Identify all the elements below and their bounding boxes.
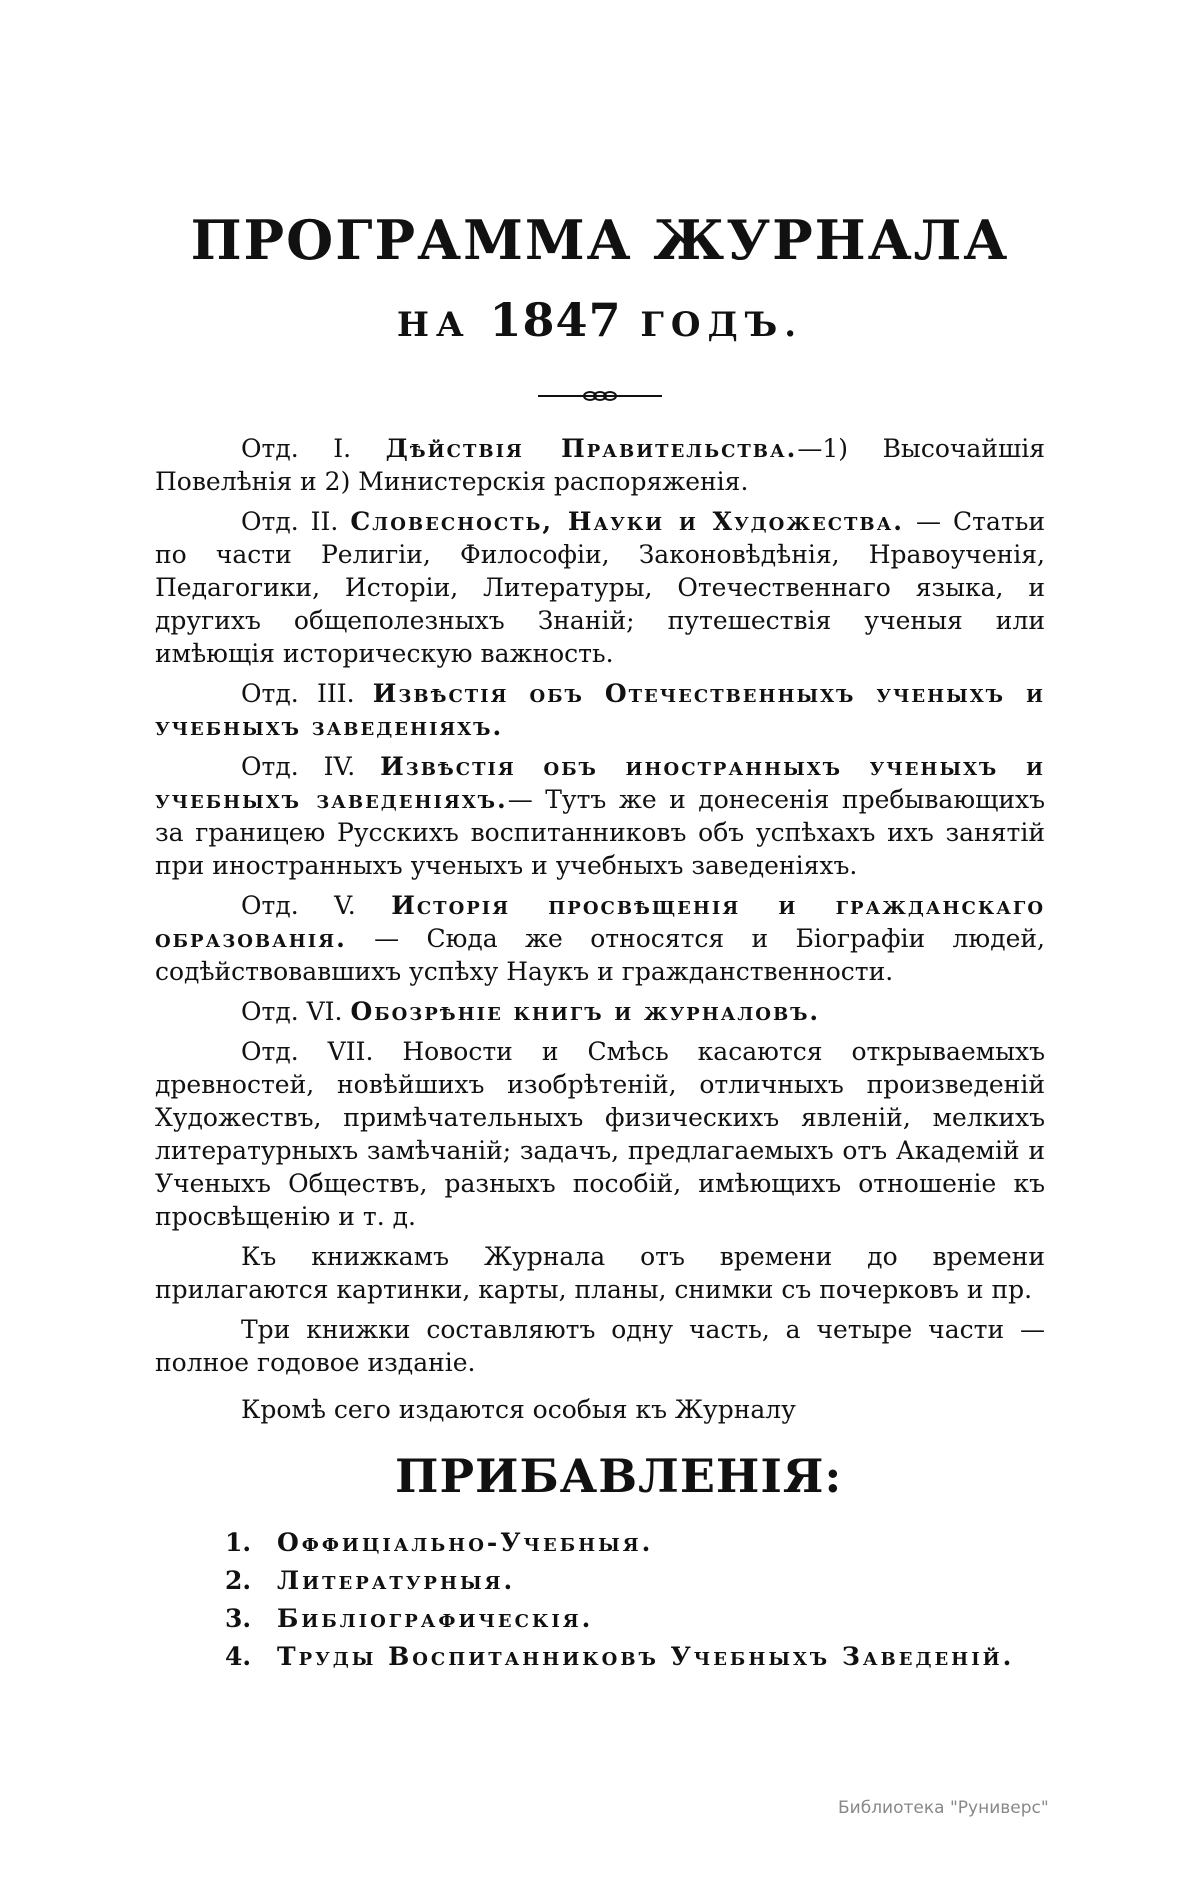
list-item — [225, 1638, 1045, 1676]
subtitle-suffix: ГОДЪ. — [640, 305, 804, 345]
page-subtitle — [155, 293, 1045, 347]
section-heading: Дѣйствія Правительства. — [385, 434, 798, 463]
list-label: Труды Воспитанниковъ Учебныхъ Заведеній. — [277, 1642, 1015, 1671]
list-number: 3. — [225, 1604, 252, 1633]
section-5 — [155, 889, 1045, 988]
section-label: Отд. VI. — [241, 997, 343, 1026]
section-body: — Статьи по части Религіи, Философіи, Законовѣдѣнія, Нравоученія, Педагогики, Исторіи, Литературы, Отечественнаго языка, и другихъ общеполезныхъ Знаній; путешествія ученыя или имѣющія историческую важность. — [155, 507, 1045, 668]
section-6 — [155, 995, 1045, 1028]
section-3 — [155, 677, 1045, 743]
section-4 — [155, 750, 1045, 882]
section-7 — [155, 1035, 1045, 1233]
section-label: Отд. V. — [241, 891, 356, 920]
section-label: Отд. II. — [241, 507, 339, 536]
section-heading: Словесность, Науки и Художества. — [350, 507, 904, 536]
section-2 — [155, 505, 1045, 670]
list-label: Литературныя. — [277, 1566, 516, 1595]
section-label: Отд. I. — [241, 434, 352, 463]
list-number: 1. — [225, 1528, 252, 1557]
section-body: —1) Высочайшія Повелѣнія и 2) Министерскія распоряженія. — [155, 434, 1045, 496]
page-title: ПРОГРАММА ЖУРНАЛА — [190, 208, 1010, 272]
section-body: — Тутъ же и донесенія пребывающихъ за границею Русскихъ воспитанниковъ объ успѣхахъ ихъ занятій при иностранныхъ ученыхъ и учебныхъ заведеніяхъ. — [155, 785, 1045, 880]
library-watermark: Библиотека "Руниверс" — [838, 1798, 1049, 1818]
section-label: Отд. VII. — [241, 1037, 374, 1066]
list-item — [225, 1562, 1045, 1600]
list-label: Оффиціально-Учебныя. — [277, 1528, 654, 1557]
section-label: Отд. IV. — [241, 752, 356, 781]
list-item — [225, 1600, 1045, 1638]
supplements-list — [155, 1524, 1045, 1676]
section-heading: Извѣстія объ иностранныхъ ученыхъ и учебныхъ заведеніяхъ. — [155, 752, 1045, 814]
list-number: 2. — [225, 1566, 252, 1595]
list-label: Библіографическія. — [277, 1604, 594, 1633]
section-heading: Исторія просвѣщенія и гражданскаго образованія. — [155, 891, 1046, 953]
sections-block — [155, 432, 1045, 1676]
section-label: Отд. III. — [241, 679, 355, 708]
supplements-intro: Кромѣ сего издаются особыя къ Журналу — [241, 1395, 796, 1424]
section-heading: Обозрѣніе книгъ и журналовъ. — [350, 997, 821, 1026]
subtitle-year: 1847 — [489, 293, 622, 347]
section-1 — [155, 432, 1045, 498]
ornament-divider — [538, 390, 662, 402]
section-body: — Сюда же относятся и Біографіи людей, содѣйствовавшихъ успѣху Наукъ и гражданственности. — [155, 924, 1045, 986]
list-number: 4. — [225, 1642, 252, 1671]
section-heading: Извѣстія объ Отечественныхъ ученыхъ и учебныхъ заведеніяхъ. — [155, 679, 1045, 741]
note-illustrations: Къ книжкамъ Журнала отъ времени до времени прилагаются картинки, карты, планы, снимки съ почерковъ и пр. — [155, 1242, 1045, 1304]
subtitle-prefix: НА — [396, 305, 471, 345]
section-body: Новости и Смѣсь касаются открываемыхъ древностей, новѣйшихъ изобрѣтеній, отличныхъ произведеній Художествъ, примѣчательныхъ физическихъ явленій, мелкихъ литературныхъ замѣчаній; задачъ, предлагаемыхъ отъ Академій и Ученыхъ Обществъ, разныхъ пособій, имѣющихъ отношеніе къ просвѣщенію и т. д. — [155, 1037, 1045, 1231]
supplements-heading: ПРИБАВЛЕНІЯ: — [395, 1449, 843, 1503]
note-volumes: Три книжки составляютъ одну часть, а четыре части — полное годовое изданіе. — [155, 1315, 1045, 1377]
document-page — [155, 0, 1045, 1879]
list-item — [225, 1524, 1045, 1562]
